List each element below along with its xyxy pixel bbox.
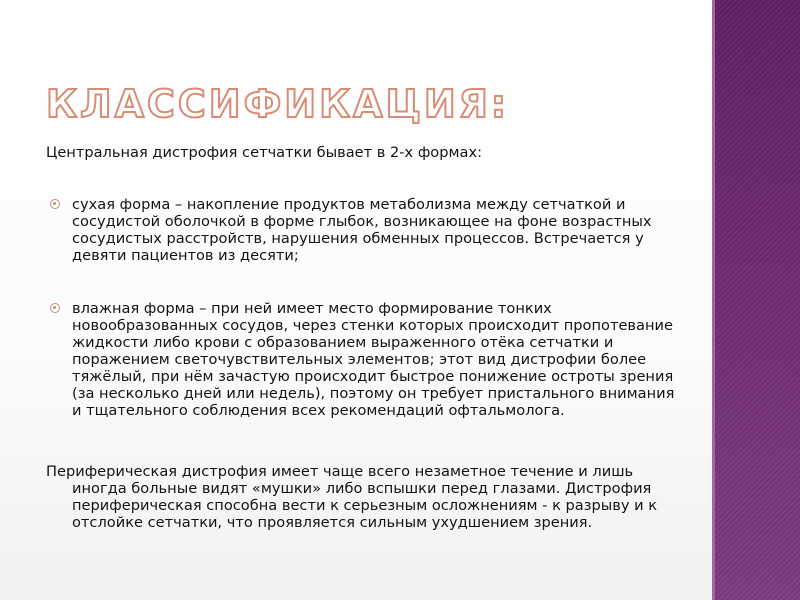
intro-text: Центральная дистрофия сетчатки бывает в 2-х формах:: [46, 144, 482, 161]
bullet-text: сухая форма – накопление продуктов метаболизма между сетчаткой и сосудистой оболочкой в форме глыбок, возникающее на фоне возрастных сосудистых расстройств, нарушения обменных процессов. Встречается у девяти пациентов из десяти;: [72, 196, 652, 264]
slide-content: [46, 144, 676, 531]
outro-text: Периферическая дистрофия имеет чаще всего незаметное течение и лишь иногда больные видят «мушки» либо вспышки перед глазами. Дистрофия периферическая способна вести к серьезным осложнениям - к разрыву и к отслойке сетчатки, что проявляется сильным ухудшением зрения.: [46, 463, 658, 531]
sidebar-edge: [712, 0, 715, 600]
bullet-text: влажная форма – при ней имеет место формирование тонких новообразованных сосудов, через стенки которых происходит пропотевание жидкости либо крови с образованием выраженного отёка сетчатки и поражением светочувствительных элементов; этот вид дистрофии более тяжёлый, при нём зачастую происходит быстрое понижение остроты зрения (за несколько дней или недель), поэтому он требует пристального внимания и тщательного соблюдения всех рекомендаций офтальмолога.: [72, 300, 675, 419]
decorative-sidebar: [712, 0, 800, 600]
bullet-item-wet-form: [46, 300, 676, 419]
bullet-circle-icon: [50, 199, 60, 209]
bullet-item-dry-form: [46, 196, 676, 264]
bullet-circle-icon: [50, 303, 60, 313]
slide-title: КЛАССИФИКАЦИЯ:: [46, 82, 510, 126]
